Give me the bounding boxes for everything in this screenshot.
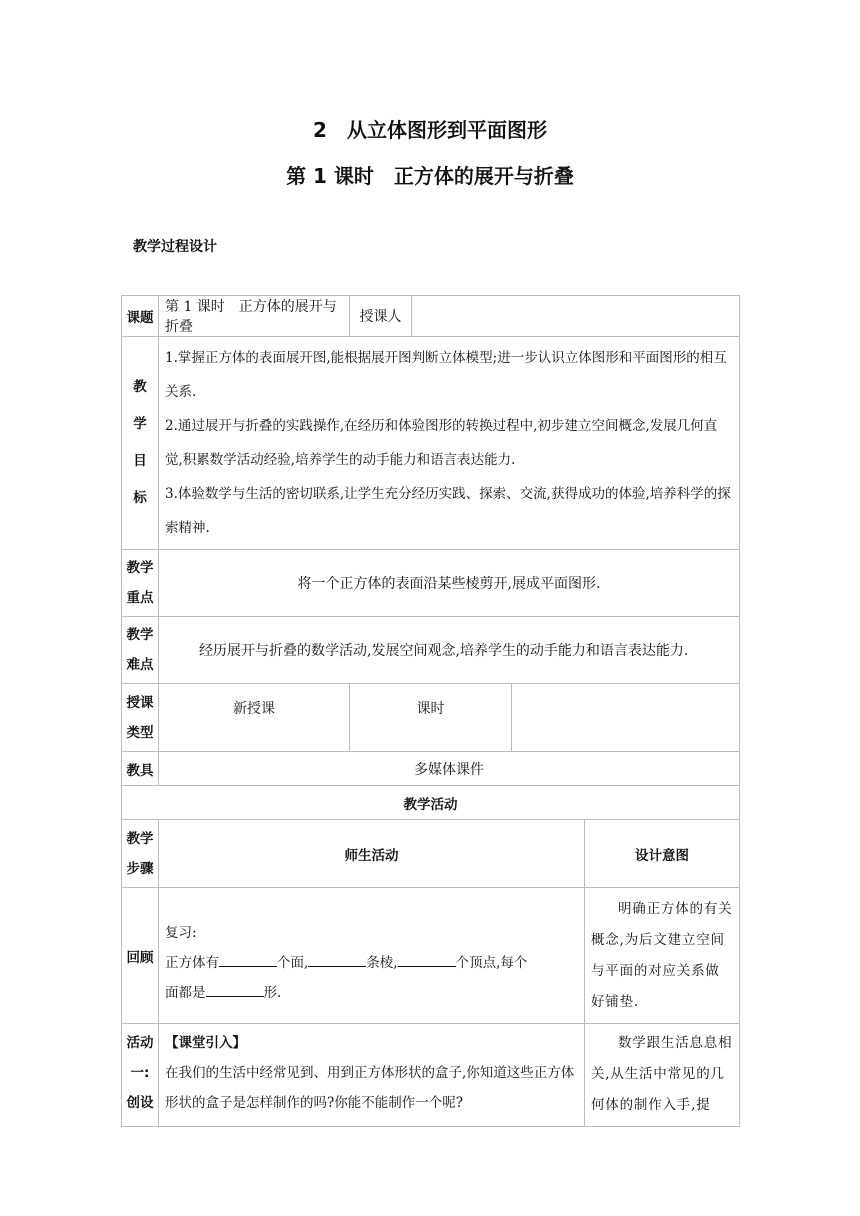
text: 面都是 (165, 984, 206, 1001)
document-title: 2 从立体图形到平面图形 (313, 118, 547, 142)
label-line: 步骤 (126, 860, 154, 877)
text: 正方体有 (165, 954, 219, 971)
activities-header: 教学活动 (122, 786, 740, 820)
topic-row (122, 296, 740, 337)
difficulty-label (122, 617, 159, 684)
label-line: 难点 (126, 657, 154, 673)
text: 条棱, (366, 954, 398, 971)
teacher-value (412, 296, 740, 337)
lesson-type-row (122, 684, 740, 752)
topic-value: 第 1 课时 正方体的展开与折叠 (159, 296, 350, 337)
review-intent: 明确正方体的有关概念,为后文建立空间与平面的对应关系做好铺垫. (585, 888, 740, 1024)
key-point-value: 将一个正方体的表面沿某些棱剪开,展成平面图形. (159, 550, 740, 617)
activity1-label (122, 1024, 159, 1127)
difficulty-row (122, 617, 740, 684)
goals-label-char: 学 (133, 416, 147, 432)
activities-header-row (122, 786, 740, 820)
difficulty-value: 经历展开与折叠的数学活动,发展空间观念,培养学生的动手能力和语言表达能力. (159, 617, 740, 684)
period-value (512, 684, 740, 752)
column-header-row (122, 820, 740, 888)
intro-label: 【课堂引入】 (165, 1035, 246, 1051)
label-line: 教学 (126, 627, 154, 643)
review-fill-sentence (165, 978, 578, 1008)
key-point-label (122, 550, 159, 617)
lesson-type-label (122, 684, 159, 752)
tools-row (122, 752, 740, 786)
answer-blank[interactable] (206, 982, 264, 997)
label-line: 一: (130, 1065, 150, 1081)
label-line: 类型 (126, 724, 154, 741)
review-fill-sentence (165, 948, 578, 978)
lesson-plan-table (121, 295, 740, 1127)
tools-value: 多媒体课件 (159, 752, 740, 786)
intro-text: 在我们的生活中经常见到、用到正方体形状的盒子,你知道这些正方体形状的盒子是怎样制作的吗?你能不能制作一个呢? (165, 1065, 575, 1111)
goals-row (122, 337, 740, 550)
goals-label-char: 标 (133, 490, 147, 506)
key-point-row (122, 550, 740, 617)
lesson-type-value: 新授课 (159, 684, 350, 752)
goal-item: 2.通过展开与折叠的实践操作,在经历和体验图形的转换过程中,初步建立空间概念,发展几何直觉,积累数学活动经验,培养学生的动手能力和语言表达能力. (165, 418, 718, 468)
label-line: 创设 (126, 1095, 154, 1111)
period-label: 课时 (350, 684, 512, 752)
activity1-content (159, 1024, 585, 1127)
text: 个面, (277, 954, 309, 971)
answer-blank[interactable] (398, 952, 456, 967)
activity1-intent: 数学跟生活息息相关,从生活中常见的几何体的制作入手,提 (585, 1024, 740, 1127)
label-line: 教学 (126, 560, 154, 576)
goals-label (122, 337, 159, 550)
review-label: 回顾 (122, 888, 159, 1024)
tools-label: 教具 (122, 752, 159, 786)
answer-blank[interactable] (308, 952, 366, 967)
teacher-label: 授课人 (350, 296, 412, 337)
step-column-header (122, 820, 159, 888)
lesson-subtitle: 第 1 课时 正方体的展开与折叠 (286, 164, 574, 188)
goals-label-char: 教 (133, 379, 147, 395)
text: 形. (263, 984, 282, 1001)
review-content (159, 888, 585, 1024)
review-line: 复习: (165, 924, 197, 941)
goals-label-char: 目 (133, 453, 147, 469)
label-line: 授课 (126, 694, 154, 711)
label-line: 重点 (126, 590, 154, 606)
goal-item: 1.掌握正方体的表面展开图,能根据展开图判断立体模型;进一步认识立体图形和平面图形的相互关系. (165, 350, 727, 400)
goal-item: 3.体验数学与生活的密切联系,让学生充分经历实践、探索、交流,获得成功的体验,培养科学的探索精神. (165, 486, 731, 536)
section-heading: 教学过程设计 (133, 239, 217, 255)
activity1-row (122, 1024, 740, 1127)
label-line: 活动 (126, 1035, 154, 1051)
activity-column-header: 师生活动 (159, 820, 585, 888)
topic-label: 课题 (122, 296, 159, 337)
goals-content (159, 337, 740, 550)
review-row (122, 888, 740, 1024)
text: 个顶点,每个 (455, 954, 528, 971)
label-line: 教学 (126, 830, 154, 847)
intent-column-header: 设计意图 (585, 820, 740, 888)
answer-blank[interactable] (219, 952, 277, 967)
